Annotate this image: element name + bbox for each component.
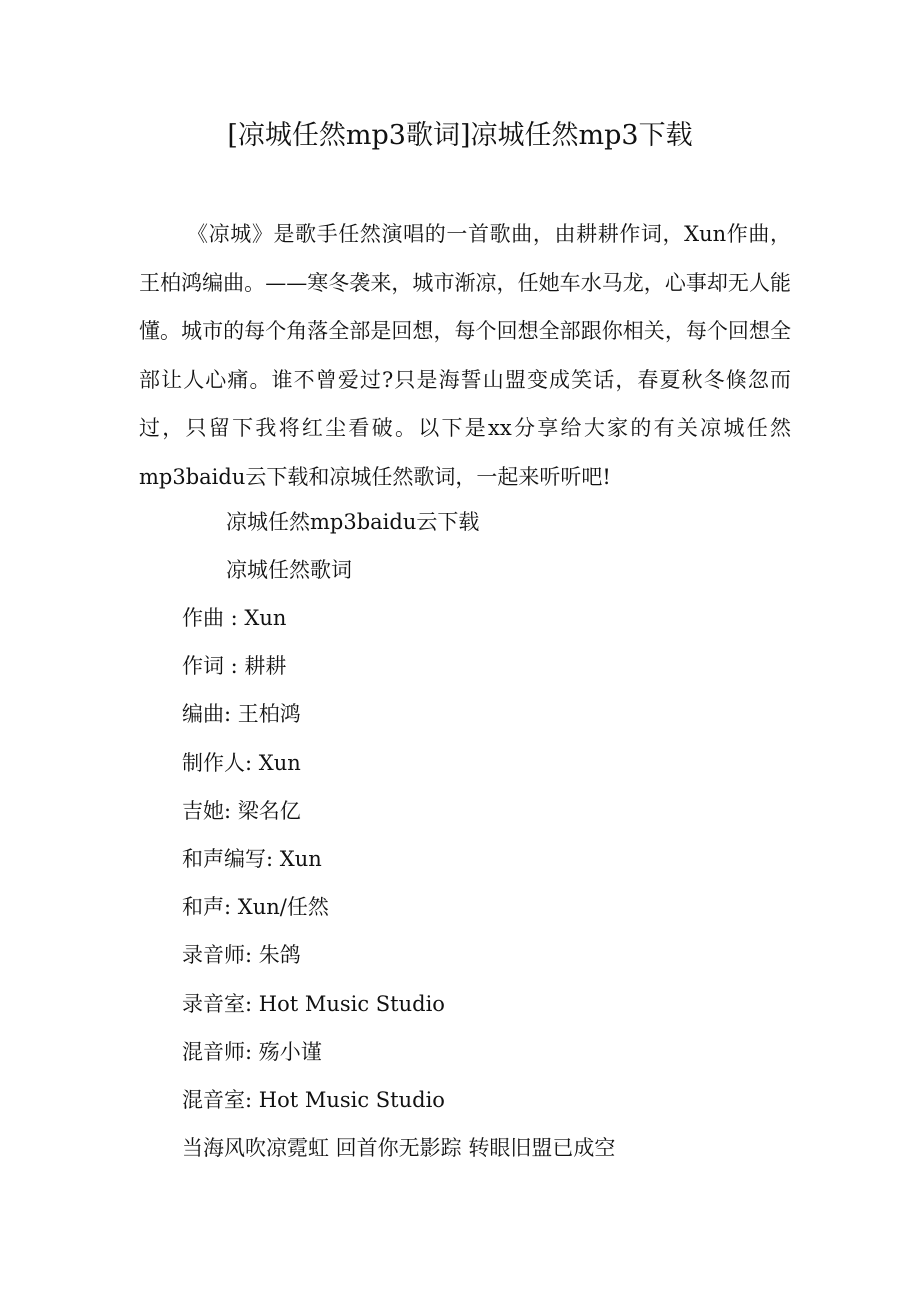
credit-recording-studio: 录音室: Hot Music Studio: [182, 991, 445, 1016]
intro-paragraph: 《凉城》是歌手任然演唱的一首歌曲，由耕耕作词，Xun作曲，王柏鸿编曲。——寒冬袭来，城市渐凉，任她车水马龙，心事却无人能懂。城市的每个角落全部是回想，每个回想全部跟你相关，每个回想全部让人心痛。谁不曾爱过?只是海誓山盟变成笑话，春夏秋冬倏忽而过，只留下我将红尘看破。以下是xx分享给大家的有关凉城任然mp3baidu云下载和凉城任然歌词，一起来听听吧!: [139, 222, 791, 489]
subheading-lyrics: 凉城任然歌词: [226, 558, 352, 582]
credit-lyricist: 作词 : 耕耕: [182, 654, 287, 679]
subheading-download: 凉城任然mp3baidu云下载: [226, 510, 480, 534]
credit-harmony-writer: 和声编写: Xun: [182, 846, 322, 871]
credit-mixing-studio: 混音室: Hot Music Studio: [182, 1087, 445, 1112]
credit-producer: 制作人: Xun: [182, 750, 301, 775]
credits-list: [182, 603, 445, 1133]
credit-composer: 作曲 : Xun: [182, 606, 287, 630]
credit-arranger: 编曲: 王柏鸿: [182, 702, 301, 727]
credit-guitar: 吉她: 梁名亿: [182, 798, 301, 823]
lyric-line: 当海风吹凉霓虹 回首你无影踪 转眼旧盟已成空: [182, 1136, 616, 1160]
credit-recording-engineer: 录音师: 朱鸽: [182, 943, 301, 968]
credit-mixing-engineer: 混音师: 殇小谨: [182, 1039, 322, 1064]
document-title: [凉城任然mp3歌词]凉城任然mp3下载: [227, 120, 693, 151]
credit-harmony: 和声: Xun/任然: [182, 895, 329, 920]
